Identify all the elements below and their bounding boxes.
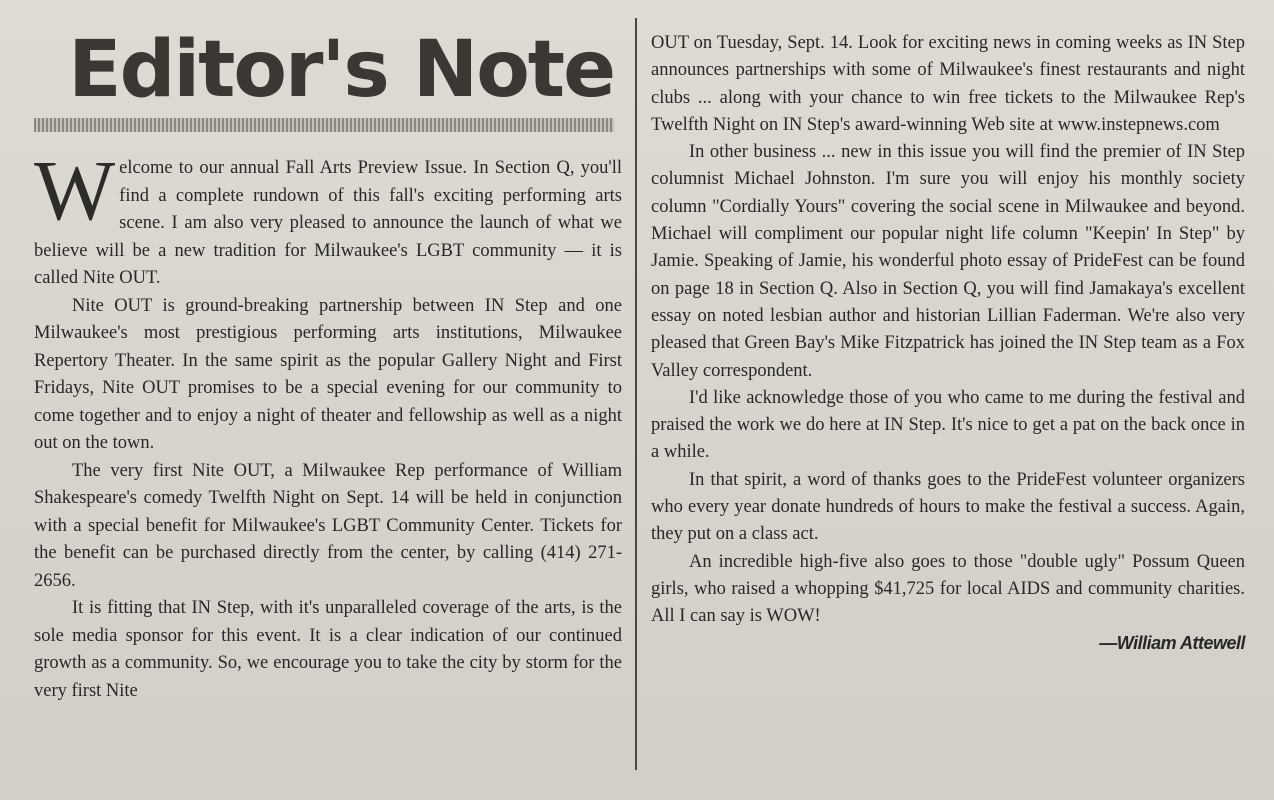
headline-rule [34,118,614,132]
intro-wrap [34,142,622,293]
paragraph-thanks: In that spirit, a word of thanks goes to the PrideFest volunteer organizers who every year donate hundreds of hours to make the festival a success. Again, they put on a class act. [651,469,1245,545]
paragraph-intro: elcome to our annual Fall Arts Preview Issue. In Section Q, you'll find a complete rundown of this fall's exciting performing arts scene. I am also very pleased to announce the launch of what we believe will be a new tradition for Milwaukee's LGBT community — it is called Nite OUT. [34,158,622,288]
paragraph-high-five: An incredible high-five also goes to those "double ugly" Possum Queen girls, who raised a whopping $41,725 for local AIDS and community charities. All I can say is WOW! [651,551,1245,627]
left-column [34,22,622,705]
drop-cap: W [34,142,116,238]
signature: —William Attewell [1099,632,1245,653]
right-column [651,30,1245,655]
paragraph-other-business: In other business ... new in this issue you will find the premier of IN Step columnist Michael Johnston. I'm sure you will enjoy his monthly society column "Cordially Yours" covering the social scene in Milwaukee and beyond. Michael will compliment our popular night life column "Keepin' In Step" by Jamie. Speaking of Jamie, his wonderful photo essay of PrideFest can be found on page 18 in Section Q. Also in Section Q, you will find Jamakaya's excellent essay on noted lesbian author and historian Lillian Faderman. We're also very pleased that Green Bay's Mike Fitzpatrick has joined the IN Step team as a Fox Valley correspondent. [651,142,1245,381]
paragraph-media-sponsor: It is fitting that IN Step, with it's unparalleled coverage of the arts, is the sole media sponsor for this event. It is a clear indication of our continued growth as a community. So, we encourage you to take the city by storm for the very first Nite [34,598,622,701]
column-divider [635,18,637,770]
paragraph-first-nite-out: The very first Nite OUT, a Milwaukee Rep performance of William Shakespeare's comedy Twelfth Night on Sept. 14 will be held in conjunction with a special benefit for Milwaukee's LGBT Community Center. Tickets for the benefit can be purchased directly from the center, by calling (414) 271-2656. [34,460,622,591]
paragraph-acknowledge: I'd like acknowledge those of you who came to me during the festival and praised the work we do here at IN Step. It's nice to get a pat on the back once in a while. [651,387,1245,463]
paragraph-continued: OUT on Tuesday, Sept. 14. Look for exciting news in coming weeks as IN Step announces partnerships with some of Milwaukee's finest restaurants and night clubs ... along with your chance to win free tickets to the Milwaukee Rep's Twelfth Night on IN Step's award-winning Web site at www.instepnews.com [651,33,1245,135]
headline: Editor's Note [68,25,614,115]
paragraph-nite-out: Nite OUT is ground-breaking partnership between IN Step and one Milwaukee's most prestigious performing arts institutions, Milwaukee Repertory Theater. In the same spirit as the popular Gallery Night and First Fridays, Nite OUT promises to be a special evening for our community to come together and to enjoy a night of theater and fellowship as well as a night out on the town. [34,295,622,453]
